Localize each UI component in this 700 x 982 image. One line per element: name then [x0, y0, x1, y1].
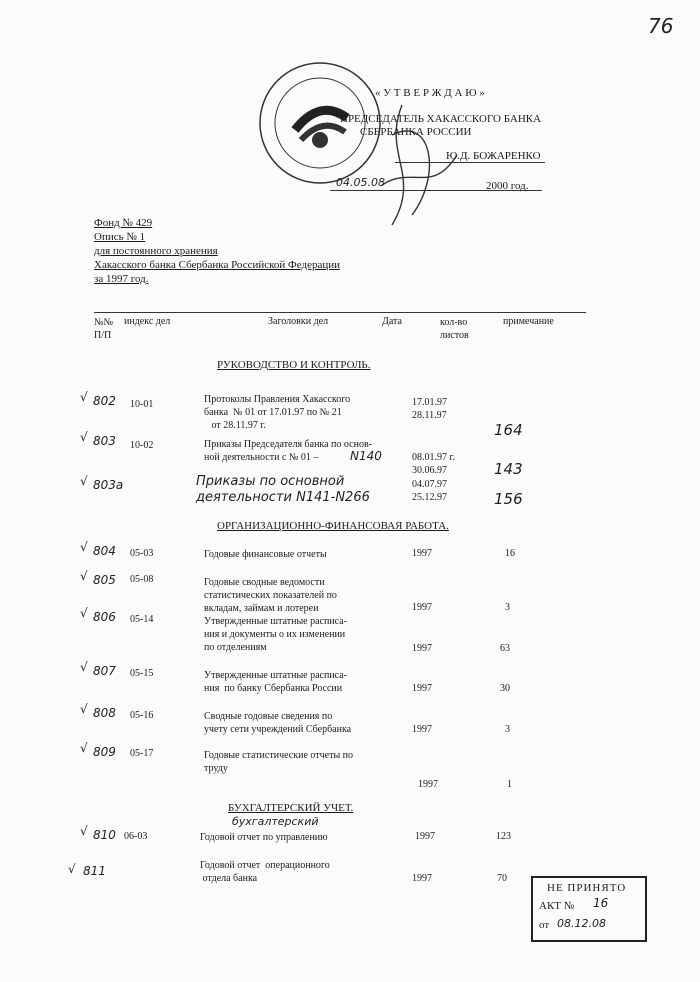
check-mark: √ [80, 474, 88, 488]
row-num: 806 [93, 610, 116, 624]
row-num: 805 [93, 573, 116, 587]
approval-line1: ПРЕДСЕДАТЕЛЬ ХАКАССКОГО БАНКА [340, 113, 542, 125]
row-count: 164 [494, 421, 523, 439]
check-mark: √ [80, 569, 88, 583]
row-date: 1997 [418, 779, 438, 790]
row-date: 1997 [412, 548, 432, 559]
check-mark: √ [80, 390, 88, 404]
row-index: 05-16 [130, 710, 154, 721]
row-index: 10-02 [130, 440, 154, 451]
check-mark: √ [80, 824, 88, 838]
approval-date: 04.05.08 [336, 176, 385, 189]
stamp-act-label: АКТ № [539, 900, 575, 912]
check-mark: √ [80, 540, 88, 554]
row-num: 804 [93, 544, 116, 558]
row-count: 16 [505, 548, 515, 559]
approval-year: 2000 год. [486, 180, 529, 192]
row-date: 1997 [412, 643, 432, 654]
page-number: 76 [648, 14, 674, 38]
row-count: 123 [496, 831, 511, 842]
section-heading: РУКОВОДСТВО И КОНТРОЛЬ. [217, 359, 371, 371]
row-count: 143 [494, 460, 523, 478]
row-num: 802 [93, 394, 116, 408]
row-index: 05-08 [130, 574, 154, 585]
row-title: Годовой отчет операционного отдела банка [200, 860, 330, 884]
row-title: Годовой отчет по управлению [200, 832, 328, 843]
row-title: Годовые финансовые отчеты [204, 549, 327, 560]
stamp-title: НЕ ПРИНЯТО [547, 882, 627, 894]
row-date: 1997 [412, 724, 432, 735]
check-mark: √ [68, 862, 76, 876]
row-date: 1997 [412, 602, 432, 613]
row-num: 810 [93, 828, 116, 842]
section-heading: БУХГАЛТЕРСКИЙ УЧЕТ. [228, 802, 354, 814]
row-date: 1997 [415, 831, 435, 842]
row-index: 10-01 [130, 399, 154, 410]
row-count: 63 [500, 643, 510, 654]
stamp-act-number: 16 [593, 896, 609, 910]
row-num: 803а [93, 478, 124, 492]
row-date: 17.01.97 28.11.97 [412, 397, 447, 421]
row-title-handwritten: Приказы по основной деятельности N141-N266 [196, 474, 370, 505]
row-count: 30 [500, 683, 510, 694]
row-index: 05-17 [130, 748, 154, 759]
row-num: 808 [93, 706, 116, 720]
row-index: 05-15 [130, 668, 154, 679]
row-date: 1997 [412, 683, 432, 694]
approval-line2: СБЕРБАНКА РОССИИ [360, 126, 472, 138]
row-count: 70 [497, 873, 507, 884]
check-mark: √ [80, 430, 88, 444]
row-title: Утвержденные штатные расписа- ния по банку Сбербанка России [204, 670, 348, 694]
check-mark: √ [80, 741, 88, 755]
row-num: 811 [83, 864, 106, 878]
row-title-handwritten: N140 [350, 449, 382, 463]
header-num: №№ П/П [94, 317, 114, 341]
row-count: 3 [505, 602, 510, 613]
row-date: 1997 [412, 873, 432, 884]
row-count: 3 [505, 724, 510, 735]
fond-line4: Хакасского банка Сбербанка Российской Федерации [94, 259, 340, 271]
stamp-date: 08.12.08 [557, 917, 606, 930]
row-index: 05-03 [130, 548, 154, 559]
row-count: 1 [507, 779, 512, 790]
row-index: 06-03 [124, 831, 148, 842]
row-num: 803 [93, 434, 116, 448]
row-title: Утвержденные штатные расписа- ния и документы о их изменении по отделениям [204, 616, 348, 653]
fond-line2: Опись № 1 [94, 231, 146, 243]
check-mark: √ [80, 606, 88, 620]
check-mark: √ [80, 702, 88, 716]
fond-line1: Фонд № 429 [94, 217, 153, 229]
row-title: Годовые сводные ведомости статистических показателей по вкладам, займам и лотереи [204, 577, 337, 614]
row-num: 809 [93, 745, 116, 759]
header-date: Дата [382, 316, 402, 327]
row-title: Сводные годовые сведения по учету сети учреждений Сбербанка [204, 711, 352, 735]
check-mark: √ [80, 660, 88, 674]
not-accepted-stamp [531, 876, 647, 942]
row-num: 807 [93, 664, 116, 678]
header-title: Заголовки дел [268, 316, 329, 327]
fond-line5: за 1997 год. [94, 273, 149, 285]
section-heading-handwritten: бухгалтерский [232, 815, 319, 828]
section-heading: ОРГАНИЗАЦИОННО-ФИНАНСОВАЯ РАБОТА. [217, 520, 449, 532]
header-count: кол-во листов [440, 317, 469, 341]
row-title: Протоколы Правления Хакасского банка № 01 от 17.01.97 по № 21 от 28.11.97 г. [204, 394, 351, 431]
approval-name: Ю.Д. БОЖАРЕНКО [446, 150, 541, 162]
header-index: индекс дел [124, 316, 171, 327]
row-title: Годовые статистические отчеты по труду [204, 750, 354, 774]
row-title: Приказы Председателя банка по основ- ной деятельности с № 01 – [204, 439, 373, 463]
fond-line3: для постоянного хранения [94, 245, 218, 257]
row-date: 08.01.97 г. 30.06.97 [412, 452, 455, 476]
row-date: 04.07.97 25.12.97 [412, 479, 447, 503]
row-count: 156 [494, 490, 523, 508]
row-index: 05-14 [130, 614, 154, 625]
approval-title: « У Т В Е Р Ж Д А Ю » [375, 87, 485, 99]
header-note: примечание [503, 316, 554, 327]
stamp-date-label: от [539, 919, 550, 931]
